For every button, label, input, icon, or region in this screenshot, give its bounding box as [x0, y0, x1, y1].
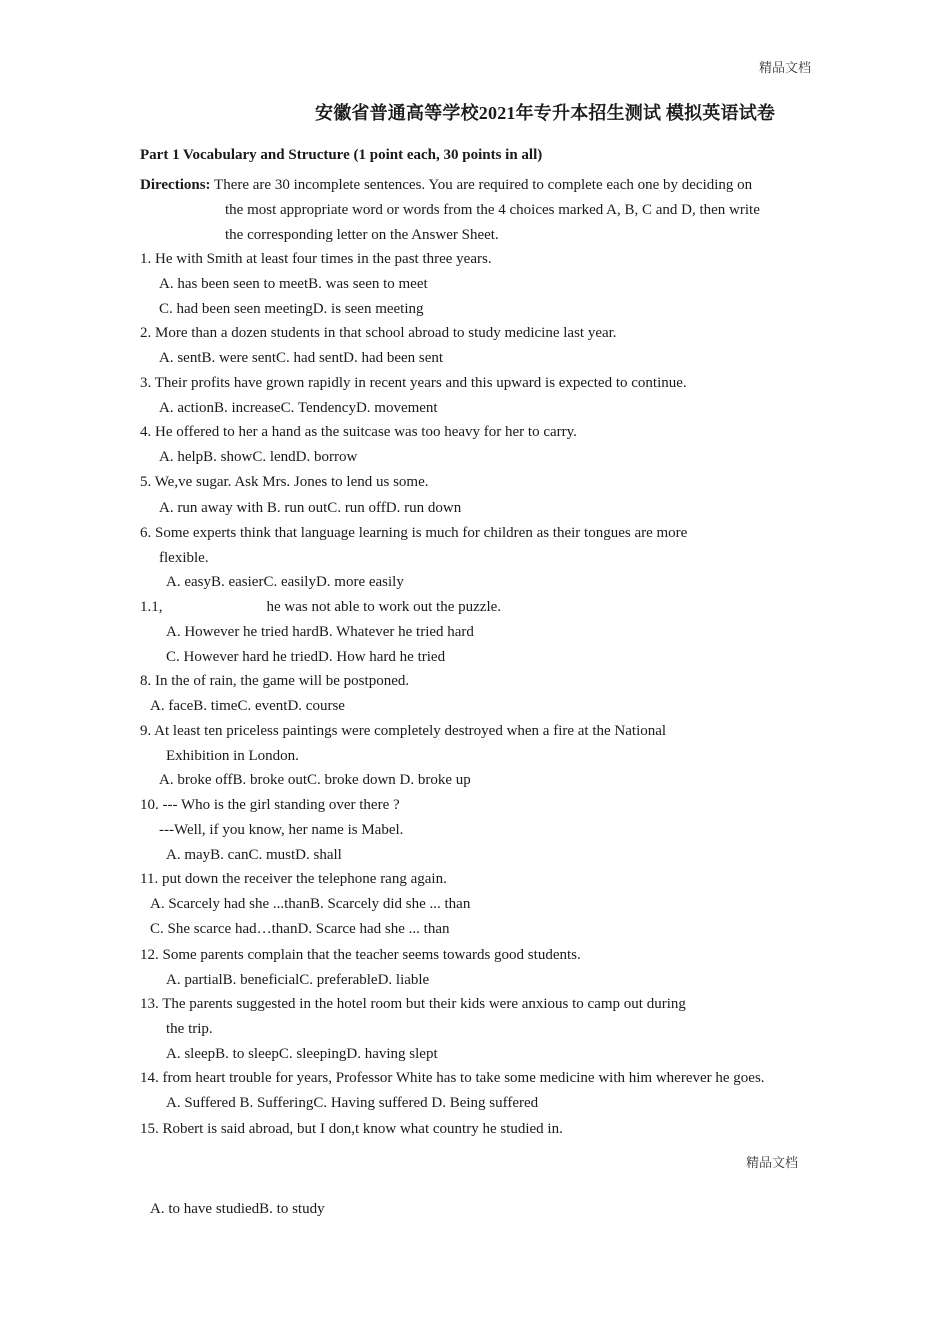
question-3-options: A. actionB. increaseC. TendencyD. movement [159, 400, 438, 416]
question-10-continued: ---Well, if you know, her name is Mabel. [159, 822, 404, 838]
question-3: 3. Their profits have grown rapidly in recent years and this upward is expected to continue. [140, 375, 687, 391]
question-7 [140, 597, 501, 617]
question-5: 5. We,ve sugar. Ask Mrs. Jones to lend us some. [140, 474, 429, 490]
directions-line-2: the most appropriate word or words from the 4 choices marked A, B, C and D, then write [225, 202, 760, 218]
directions-line-3: the corresponding letter on the Answer Sheet. [225, 227, 499, 243]
footer-watermark: 精品文档 [746, 1155, 799, 1170]
question-6-continued: flexible. [159, 550, 209, 566]
question-13-continued: the trip. [166, 1021, 213, 1037]
directions-label: Directions: [140, 177, 211, 193]
question-2: 2. More than a dozen students in that school abroad to study medicine last year. [140, 325, 617, 341]
question-1: 1. He with Smith at least four times in the past three years. [140, 251, 492, 267]
question-1-options-a: A. has been seen to meetB. was seen to meet [159, 276, 428, 292]
question-9-options: A. broke offB. broke outC. broke down D. broke up [159, 772, 471, 788]
question-8: 8. In the of rain, the game will be postponed. [140, 673, 410, 689]
question-13: 13. The parents suggested in the hotel room but their kids were anxious to camp out during [140, 996, 686, 1012]
question-11-options-a: A. Scarcely had she ...thanB. Scarcely did she ... than [150, 896, 471, 912]
question-11: 11. put down the receiver the telephone rang again. [140, 871, 447, 887]
question-5-options: A. run away with B. run outC. run offD. run down [159, 500, 462, 516]
question-7-options-a: A. However he tried hardB. Whatever he tried hard [166, 624, 474, 640]
question-1-options-b: C. had been seen meetingD. is seen meeting [159, 301, 424, 317]
directions-line-1 [140, 175, 752, 195]
question-15: 15. Robert is said abroad, but I don,t know what country he studied in. [140, 1121, 563, 1137]
question-6-options: A. easyB. easierC. easilyD. more easily [166, 574, 404, 590]
question-2-options: A. sentB. were sentC. had sentD. had been sent [159, 350, 444, 366]
question-7-text: he was not able to work out the puzzle. [266, 599, 502, 615]
question-7-options-b: C. However hard he triedD. How hard he tried [166, 649, 446, 665]
question-13-options: A. sleepB. to sleepC. sleepingD. having slept [166, 1046, 438, 1062]
page-title: 安徽省普通高等学校2021年专升本招生测试 模拟英语试卷 [315, 103, 776, 123]
question-6: 6. Some experts think that language learning is much for children as their tongues are more [140, 525, 688, 541]
question-4-options: A. helpB. showC. lendD. borrow [159, 449, 358, 465]
question-4: 4. He offered to her a hand as the suitcase was too heavy for her to carry. [140, 424, 577, 440]
part-heading: Part 1 Vocabulary and Structure (1 point each, 30 points in all) [140, 147, 543, 163]
question-12: 12. Some parents complain that the teacher seems towards good students. [140, 947, 581, 963]
question-7-number: 1.1, [140, 599, 163, 615]
question-15-options: A. to have studiedB. to study [150, 1201, 325, 1217]
question-11-options-b: C. She scarce had…thanD. Scarce had she ... than [150, 921, 450, 937]
question-9: 9. At least ten priceless paintings were completely destroyed when a fire at the National [140, 723, 667, 739]
question-8-options: A. faceB. timeC. eventD. course [150, 698, 345, 714]
question-9-continued: Exhibition in London. [166, 748, 299, 764]
question-14-options: A. Suffered B. SufferingC. Having suffered D. Being suffered [166, 1095, 539, 1111]
question-14: 14. from heart trouble for years, Professor White has to take some medicine with him wherever he goes. [140, 1070, 765, 1086]
question-10-options: A. mayB. canC. mustD. shall [166, 847, 342, 863]
directions-text-1: There are 30 incomplete sentences. You are required to complete each one by deciding on [214, 177, 753, 193]
question-12-options: A. partialB. beneficialC. preferableD. liable [166, 972, 430, 988]
question-10: 10. --- Who is the girl standing over there ? [140, 797, 400, 813]
header-watermark: 精品文档 [759, 60, 812, 75]
